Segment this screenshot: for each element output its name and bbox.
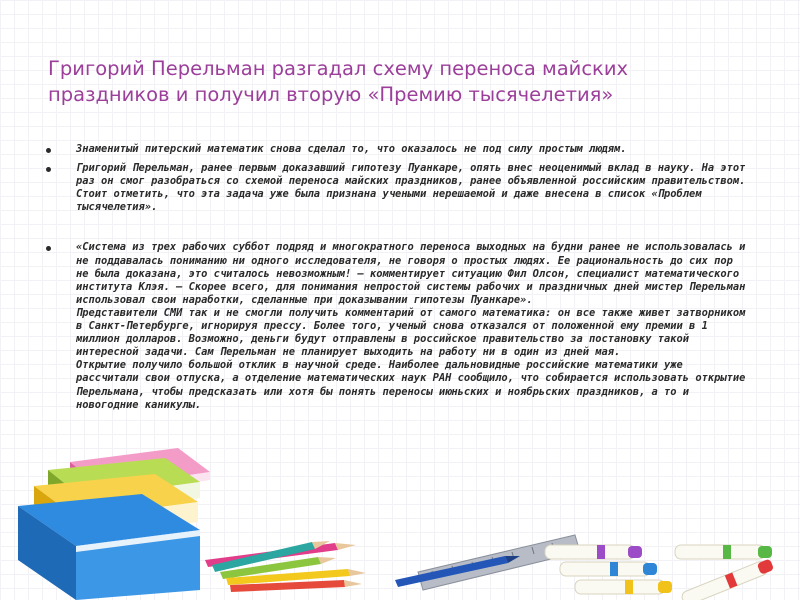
bullet-text: Григорий Перельман, ранее первым доказавший гипотезу Пуанкаре, опять внес неоценимый вклад в науку. На этот раз он смог разобраться со схемой переноса майских праздников, ранее объявленной российским правительством. Стоит отметить, что эта задача уже была признана учеными нерешаемой и даже внесена в список «Проблем тысячелетия». bbox=[76, 162, 746, 214]
pen-icon bbox=[395, 556, 520, 587]
bullet-dot-icon bbox=[46, 246, 51, 251]
slide-title: Григорий Перельман разгадал схему переноса майских праздников и получил вторую «Премию тысячелетия» bbox=[48, 57, 629, 106]
bullet-item bbox=[46, 143, 751, 156]
bullet-text: Знаменитый питерский математик снова сделал то, что оказалось не под силу простым людям. bbox=[76, 143, 627, 155]
ruler-icon bbox=[418, 535, 580, 590]
bullet-dot-icon bbox=[46, 148, 51, 153]
pencils-icon bbox=[205, 541, 366, 592]
bullet-text: Представители СМИ так и не смогли получить комментарий от самого математика: он все также живет затворником в Санкт-Петербурге, игнорируя прессу. Более того, ученый снова отказался от положенной ему премии в 1 миллион долларов. Возможно, деньги будут отправлены в российское правительство за постановку такой интересной задачи. Сам Перельман не планирует выходить на работу ни в один из дней мая. bbox=[76, 306, 746, 359]
bullet-text: «Система из трех рабочих суббот подряд и многократного переноса выходных на будни ранее не использовалась и не поддавалась пониманию ни одного исследователя, не говоря о простых людях. Ее рациональность до сих пор не была доказана, это считалось невозможным! — комментирует ситуацию Фил Олсон, специалист математического института Клэя. — Скорее всего, для понимания непростой системы рабочих и праздничных дней мистер Перельман использовал свои наработки, сделанные при доказывании гипотезы Пуанкаре». bbox=[76, 241, 746, 306]
bullet-item bbox=[46, 241, 751, 411]
bullet-list bbox=[46, 143, 751, 412]
markers-icon bbox=[545, 545, 775, 600]
books-icon bbox=[18, 448, 210, 600]
bullet-text: Открытие получило большой отклик в научной среде. Наиболее дальновидные российские математики уже рассчитали свои отпуска, а отделение математических наук РАН сообщило, что собирается использовать открытие Перельмана, чтобы предсказать или хотя бы понять переносы июньских и ноябрьских праздников, а то и новогодние каникулы. bbox=[76, 359, 746, 411]
bullet-dot-icon bbox=[46, 167, 51, 172]
bullet-item bbox=[46, 162, 751, 214]
